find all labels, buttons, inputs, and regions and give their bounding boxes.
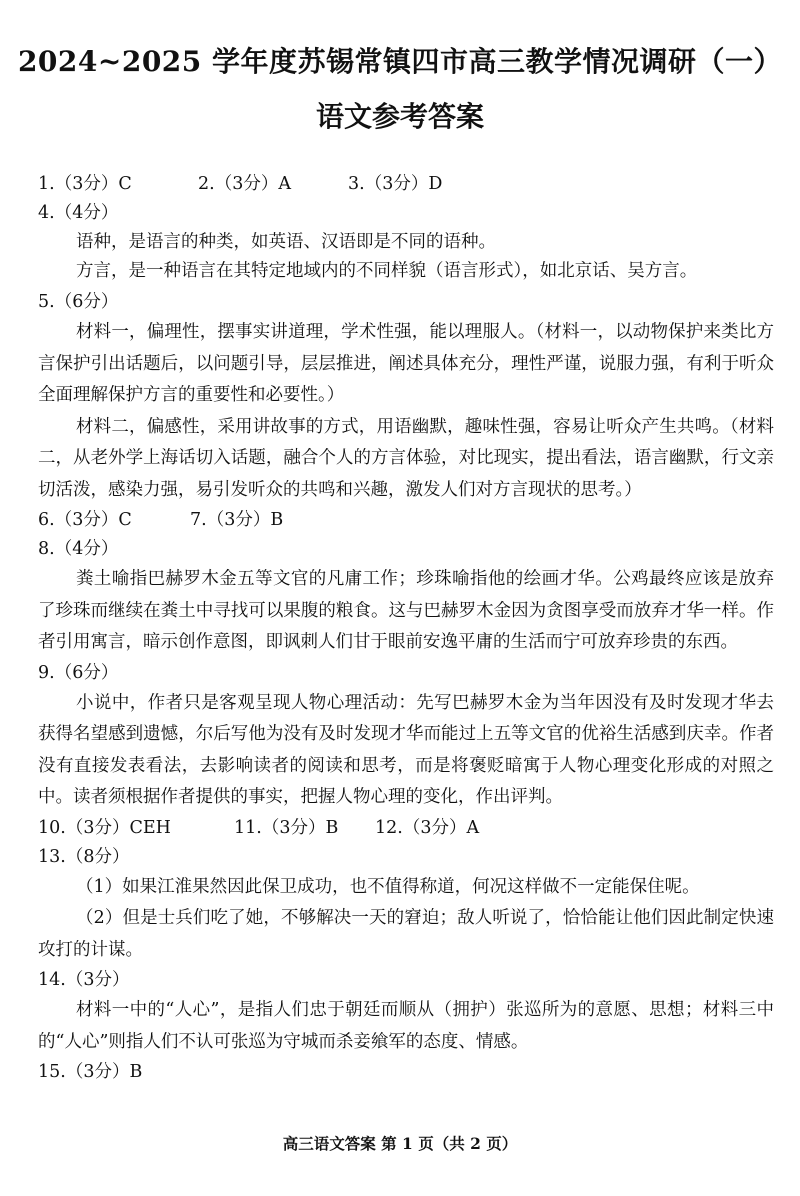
answer-q4-paragraph-1: 语种，是语言的种类，如英语、汉语即是不同的语种。 (76, 232, 496, 252)
answer-q11: 11.（3分）B (234, 817, 339, 838)
answer-q3: 3.（3分）D (348, 174, 443, 194)
answer-q13-paragraph-1: （1）如果江淮果然因此保卫成功，也不值得称道，何况这样做不一定能保住呢。 (76, 876, 700, 897)
page-subtitle: 语文参考答案 (315, 100, 484, 133)
answer-q13-heading: 13.（8分） (38, 846, 130, 867)
answer-q5-heading: 5.（6分） (38, 292, 119, 312)
answer-q14-heading: 14.（3分） (38, 970, 130, 990)
answer-q5-paragraph-1: 材料一，偏理性，摆事实讲道理，学术性强，能以理服人。（材料一，以动物保护来类比方言保护引出话题后，以问题引导，层层推进，阐述具体充分，理性严谨，说服力强，有利于听众全面理解保护方言的重要性和必要性。） (38, 322, 774, 405)
answer-q6: 6.（3分）C (38, 510, 132, 530)
answer-q8-paragraph-1: 粪土喻指巴赫罗木金五等文官的凡庸工作；珍珠喻指他的绘画才华。公鸡最终应该是放弃了珍珠而继续在粪土中寻找可以果腹的粮食。这与巴赫罗木金因为贪图享受而放弃才华一样。作者引用寓言，暗示创作意图，即讽刺人们甘于眼前安逸平庸的生活而宁可放弃珍贵的东西。 (38, 569, 774, 652)
answers-row-10-12 (38, 814, 774, 843)
answer-content (38, 170, 774, 1087)
answer-q10: 10.（3分）CEH (38, 817, 171, 838)
answer-q12: 12.（3分）A (375, 817, 480, 838)
answer-q4-paragraph-2: 方言，是一种语言在其特定地域内的不同样貌（语言形式），如北京话、吴方言。 (76, 261, 698, 281)
answer-q9-heading: 9.（6分） (38, 662, 119, 683)
answer-q13-paragraph-2: （2）但是士兵们吃了她，不够解决一天的窘迫；敌人听说了，恰恰能让他们因此制定快速攻打的计谋。 (38, 908, 774, 960)
page-title: 2024~2025 学年度苏锡常镇四市高三教学情况调研（一） (17, 45, 783, 78)
answer-q4-heading: 4.（4分） (38, 203, 119, 223)
answer-q7: 7.（3分）B (190, 510, 284, 530)
page-footer: 高三语文答案 第 1 页（共 2 页） (282, 1134, 518, 1153)
answer-q14-paragraph-1: 材料一中的“人心”，是指人们忠于朝廷而顺从（拥护）张巡所为的意愿、思想；材料三中的“人心”则指人们不认可张巡为守城而杀妾飨军的态度、情感。 (38, 1000, 774, 1052)
answer-q5-paragraph-2: 材料二，偏感性，采用讲故事的方式，用语幽默，趣味性强，容易让听众产生共鸣。（材料二，从老外学上海话切入话题，融合个人的方言体验，对比现实，提出看法，语言幽默，行文亲切活泼，感染力强，易引发听众的共鸣和兴趣，激发人们对方言现状的思考。） (38, 416, 774, 500)
answer-q15: 15.（3分）B (38, 1062, 143, 1082)
answer-q2: 2.（3分）A (198, 174, 291, 194)
answer-q8-heading: 8.（4分） (38, 539, 119, 559)
answers-row-6-7 (38, 506, 774, 535)
answer-q9-paragraph-1: 小说中，作者只是客观呈现人物心理活动：先写巴赫罗木金为当年因没有及时发现才华去获得名望感到遗憾，尔后写他为没有及时发现才华而能过上五等文官的优裕生活感到庆幸。作者没有直接发表看法，去影响读者的阅读和思考，而是将褒贬暗寓于人物心理变化形成的对照之中。读者须根据作者提供的事实，把握人物心理的变化，作出评判。 (38, 692, 774, 807)
answers-row-1-3 (38, 170, 774, 199)
answer-q1: 1.（3分）C (38, 174, 132, 194)
